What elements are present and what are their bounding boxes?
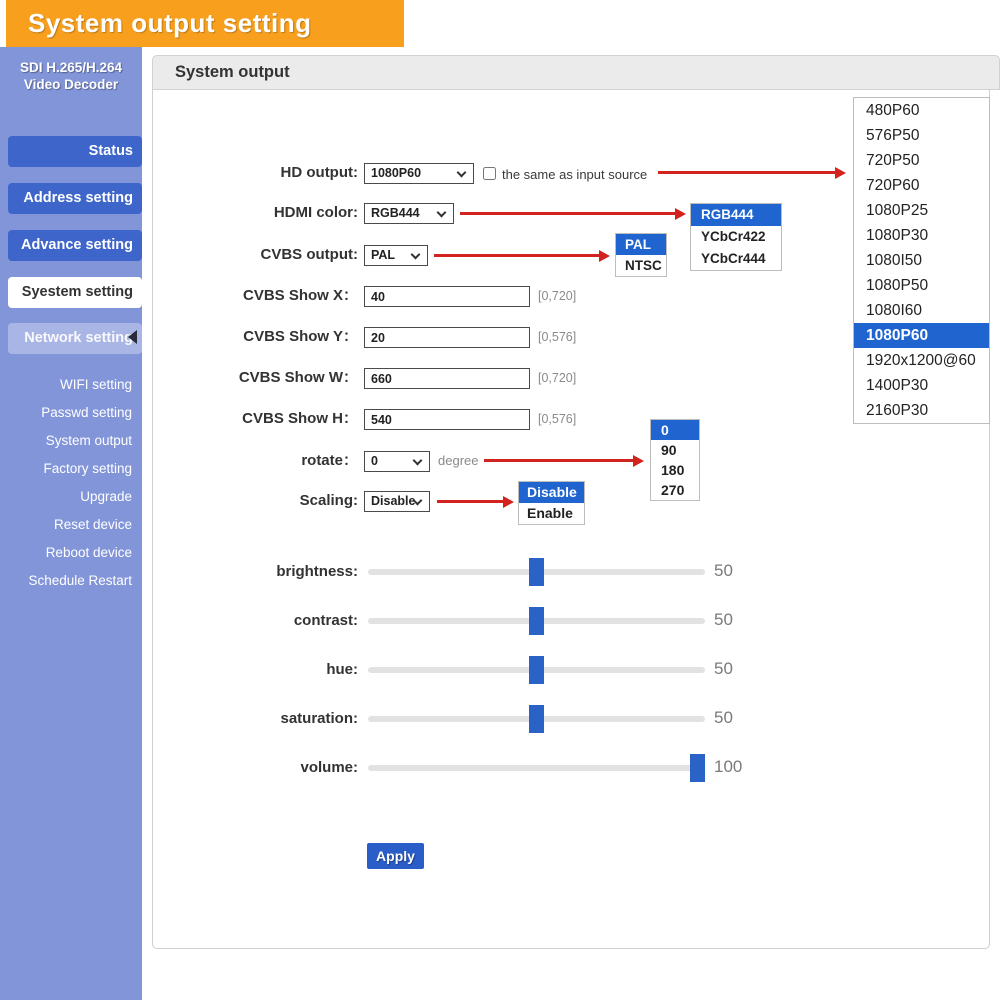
sidebar-item-reboot-device[interactable]: Reboot device bbox=[45, 545, 132, 560]
cvbs-show-h-label: CVBS Show H： bbox=[242, 410, 358, 427]
volume-slider-row bbox=[150, 754, 790, 782]
cvbs-show-w-label: CVBS Show W： bbox=[238, 369, 358, 386]
scaling-option[interactable]: Enable bbox=[527, 505, 573, 521]
volume-value: 100 bbox=[714, 757, 743, 776]
resolution-option[interactable]: 2160P30 bbox=[866, 402, 929, 419]
volume-slider-thumb[interactable] bbox=[690, 754, 705, 782]
resolution-option[interactable]: 1920x1200@60 bbox=[866, 352, 976, 369]
cvbs-show-x-input[interactable] bbox=[364, 286, 530, 307]
resolution-option[interactable]: 1400P30 bbox=[866, 377, 929, 394]
scaling-value: Disable bbox=[371, 494, 416, 508]
rotate-select[interactable] bbox=[364, 451, 430, 472]
resolution-option[interactable]: 480P60 bbox=[866, 102, 920, 119]
chevron-down-icon bbox=[457, 168, 467, 178]
rotate-option[interactable]: 90 bbox=[661, 442, 677, 458]
sidebar-item-address-setting[interactable]: Address setting bbox=[8, 183, 142, 214]
sidebar-item-status[interactable]: Status bbox=[8, 136, 142, 167]
hue-value: 50 bbox=[714, 659, 733, 678]
device-logo bbox=[0, 59, 142, 93]
contrast-slider-track[interactable] bbox=[368, 618, 705, 624]
hdmi-color-option[interactable]: YCbCr444 bbox=[701, 251, 766, 266]
brightness-slider-track[interactable] bbox=[368, 569, 705, 575]
red-arrow-hd-output bbox=[658, 171, 836, 174]
rotate-value: 0 bbox=[371, 454, 378, 468]
cvbs-options-popup bbox=[615, 233, 667, 277]
scaling-select[interactable] bbox=[364, 491, 430, 512]
scaling-options-popup bbox=[518, 481, 585, 525]
hdmi-color-select[interactable] bbox=[364, 203, 454, 224]
sidebar-item-schedule-restart[interactable]: Schedule Restart bbox=[28, 573, 132, 588]
scaling-label: Scaling: bbox=[299, 492, 358, 509]
page-title: System output bbox=[175, 63, 290, 81]
hdmi-color-option[interactable]: YCbCr422 bbox=[701, 229, 766, 244]
apply-button[interactable]: Apply bbox=[367, 843, 424, 869]
rotate-option[interactable]: 270 bbox=[661, 482, 685, 498]
hdmi-color-options-popup bbox=[690, 203, 782, 271]
sidebar-subitems bbox=[0, 371, 142, 595]
current-section-arrow-icon bbox=[128, 330, 137, 344]
contrast-slider-thumb[interactable] bbox=[529, 607, 544, 635]
cvbs-output-value: PAL bbox=[371, 248, 396, 262]
same-as-input-checkbox[interactable] bbox=[483, 167, 496, 180]
hd-output-select[interactable] bbox=[364, 163, 474, 184]
panel-header bbox=[152, 55, 1000, 90]
contrast-slider-row bbox=[150, 607, 790, 635]
hue-slider-track[interactable] bbox=[368, 667, 705, 673]
hdmi-color-option[interactable]: RGB444 bbox=[691, 204, 781, 226]
brightness-value: 50 bbox=[714, 561, 733, 580]
sidebar-item-upgrade[interactable]: Upgrade bbox=[80, 489, 132, 504]
rotate-options-popup bbox=[650, 419, 700, 501]
hue-slider-row bbox=[150, 656, 790, 684]
sidebar bbox=[0, 47, 142, 1000]
resolution-option[interactable]: 1080I60 bbox=[866, 302, 923, 319]
sidebar-item-network-setting[interactable]: Network setting bbox=[8, 323, 142, 354]
resolution-option[interactable]: 720P50 bbox=[866, 152, 920, 169]
sidebar-item-factory-setting[interactable]: Factory setting bbox=[43, 461, 132, 476]
sidebar-item-advance-setting[interactable]: Advance setting bbox=[8, 230, 142, 261]
sidebar-item-wifi-setting[interactable]: WIFI setting bbox=[59, 377, 132, 392]
resolution-option[interactable]: 1080I50 bbox=[866, 252, 923, 269]
hue-slider-thumb[interactable] bbox=[529, 656, 544, 684]
cvbs-output-label: CVBS output: bbox=[260, 246, 358, 263]
cvbs-show-h-input[interactable] bbox=[364, 409, 530, 430]
cvbs-show-w-hint: [0,720] bbox=[538, 371, 577, 385]
brightness-slider-thumb[interactable] bbox=[529, 558, 544, 586]
same-as-input-label: the same as input source bbox=[502, 167, 648, 182]
cvbs-show-x-label: CVBS Show X： bbox=[242, 287, 358, 304]
hdmi-color-label: HDMI color: bbox=[273, 204, 358, 221]
brightness-label: brightness: bbox=[276, 563, 358, 580]
rotate-degree-suffix: degree bbox=[438, 453, 479, 468]
cvbs-option[interactable]: NTSC bbox=[625, 258, 662, 273]
cvbs-output-select[interactable] bbox=[364, 245, 428, 266]
sidebar-item-system-output[interactable]: System output bbox=[45, 433, 132, 448]
rotate-label: rotate： bbox=[301, 452, 358, 469]
saturation-slider-thumb[interactable] bbox=[529, 705, 544, 733]
logo-line2: Video Decoder bbox=[23, 77, 119, 92]
volume-slider-track[interactable] bbox=[368, 765, 705, 771]
contrast-label: contrast: bbox=[293, 612, 358, 629]
hd-output-label: HD output: bbox=[280, 164, 358, 181]
red-arrow-rotate bbox=[484, 459, 634, 462]
brightness-slider-row bbox=[150, 558, 790, 586]
hue-label: hue: bbox=[326, 661, 358, 678]
cvbs-show-y-label: CVBS Show Y： bbox=[243, 328, 358, 345]
resolution-option[interactable]: 720P60 bbox=[866, 177, 920, 194]
sidebar-item-passwd-setting[interactable]: Passwd setting bbox=[41, 405, 132, 420]
saturation-label: saturation: bbox=[280, 710, 358, 727]
cvbs-option[interactable]: PAL bbox=[616, 234, 666, 255]
cvbs-show-x-hint: [0,720] bbox=[538, 289, 577, 303]
red-arrow-cvbs-output bbox=[434, 254, 600, 257]
saturation-slider-track[interactable] bbox=[368, 716, 705, 722]
cvbs-show-w-input[interactable] bbox=[364, 368, 530, 389]
saturation-slider-row bbox=[150, 705, 790, 733]
chevron-down-icon bbox=[437, 208, 447, 218]
sidebar-item-reset-device[interactable]: Reset device bbox=[53, 517, 132, 532]
resolution-options-popup bbox=[853, 97, 990, 424]
resolution-option[interactable]: 1080P30 bbox=[866, 227, 929, 244]
scaling-option[interactable]: Disable bbox=[519, 482, 584, 503]
rotate-option[interactable]: 0 bbox=[651, 420, 699, 440]
sidebar-item-system-setting[interactable]: Syestem setting bbox=[8, 277, 142, 308]
contrast-value: 50 bbox=[714, 610, 733, 629]
logo-line1: SDI H.265/H.264 bbox=[19, 60, 123, 75]
hd-output-value: 1080P60 bbox=[371, 166, 422, 180]
chevron-down-icon bbox=[413, 456, 423, 466]
cvbs-show-h-hint: [0,576] bbox=[538, 412, 577, 426]
page-banner-title: System output setting bbox=[6, 0, 404, 47]
cvbs-show-y-input[interactable] bbox=[364, 327, 530, 348]
red-arrow-scaling bbox=[437, 500, 504, 503]
volume-label: volume: bbox=[300, 759, 358, 776]
resolution-option[interactable]: 1080P60 bbox=[854, 323, 989, 348]
hdmi-color-value: RGB444 bbox=[371, 206, 420, 220]
resolution-option[interactable]: 1080P50 bbox=[866, 277, 929, 294]
cvbs-show-y-hint: [0,576] bbox=[538, 330, 577, 344]
resolution-option[interactable]: 1080P25 bbox=[866, 202, 929, 219]
rotate-option[interactable]: 180 bbox=[661, 462, 685, 478]
chevron-down-icon bbox=[411, 250, 421, 260]
saturation-value: 50 bbox=[714, 708, 733, 727]
red-arrow-hdmi-color bbox=[460, 212, 676, 215]
resolution-option[interactable]: 576P50 bbox=[866, 127, 920, 144]
